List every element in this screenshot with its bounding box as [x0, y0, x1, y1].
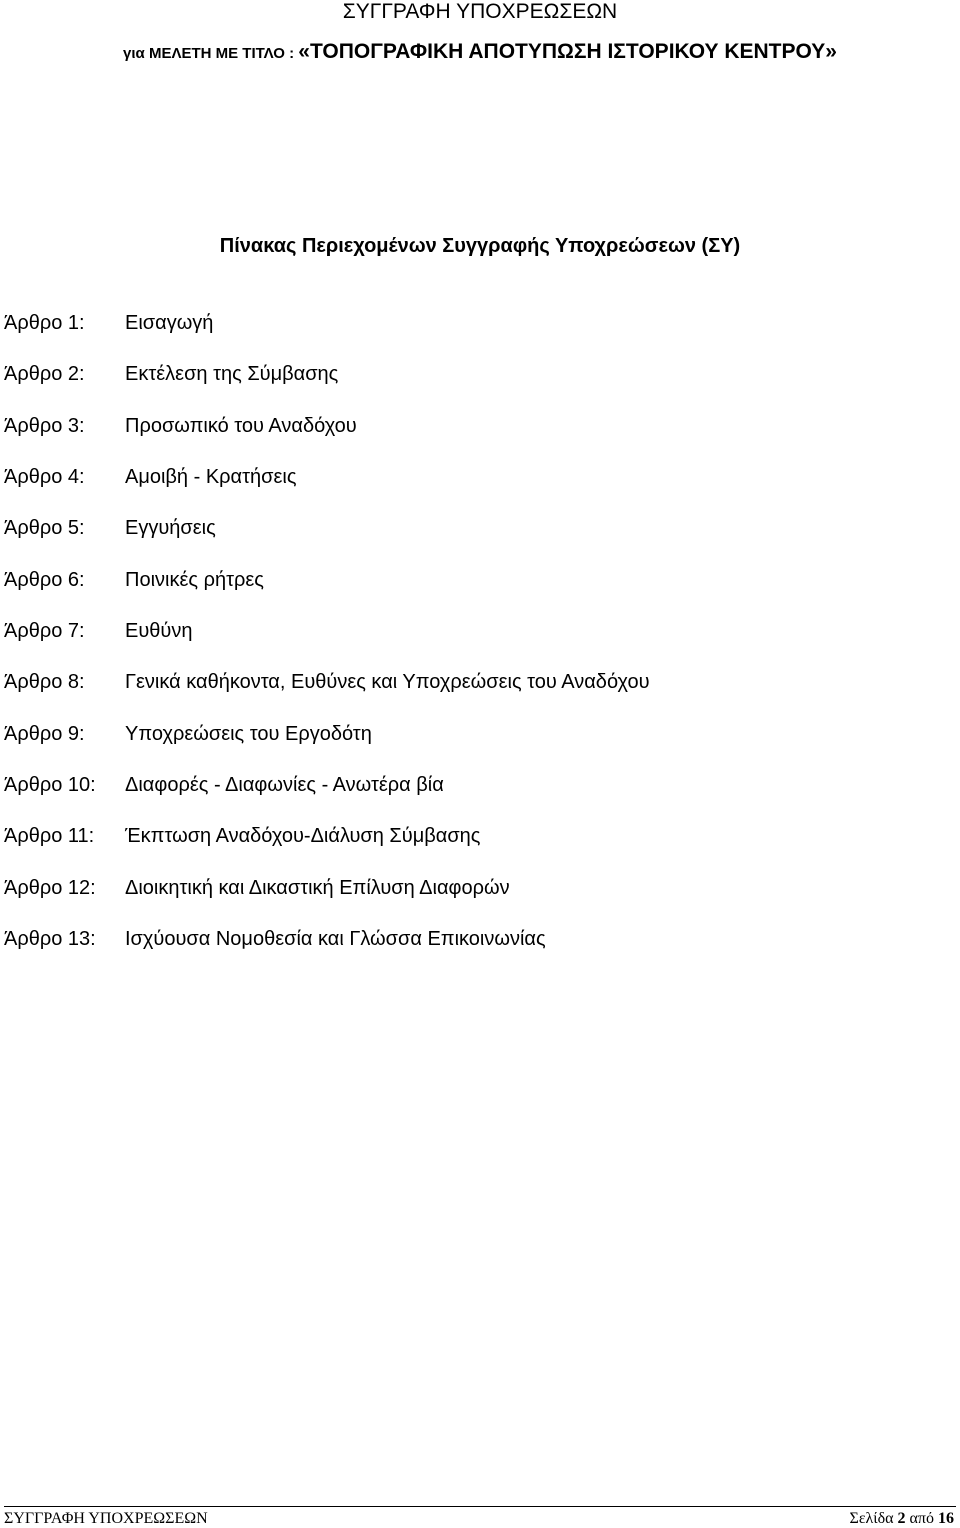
toc-item-label: Άρθρο 13: — [4, 927, 96, 950]
toc-item — [0, 875, 960, 926]
toc-item-text: Υποχρεώσεις του Εργοδότη — [125, 722, 372, 745]
toc-item-text: Διοικητική και Δικαστική Επίλυση Διαφορών — [125, 876, 510, 899]
toc-item-label: Άρθρο 6: — [4, 568, 85, 591]
toc-item — [0, 361, 960, 412]
footer-divider — [4, 1506, 956, 1507]
toc-title: Πίνακας Περιεχομένων Συγγραφής Υποχρεώσεων (ΣΥ) — [219, 235, 741, 257]
toc-item-text: Έκπτωση Αναδόχου-Διάλυση Σύμβασης — [125, 825, 481, 848]
toc-item — [0, 926, 960, 977]
toc-list — [0, 310, 960, 977]
toc-item-label: Άρθρο 7: — [4, 619, 85, 642]
toc-item — [0, 567, 960, 618]
toc-item-text: Αμοιβή - Κρατήσεις — [125, 465, 297, 488]
page-of: από — [909, 1510, 934, 1527]
toc-item-text: Διαφορές - Διαφωνίες - Ανωτέρα βία — [125, 773, 444, 796]
toc-item-label: Άρθρο 10: — [4, 773, 96, 796]
toc-item-label: Άρθρο 5: — [4, 517, 85, 540]
toc-item-label: Άρθρο 4: — [4, 465, 85, 488]
toc-item-label: Άρθρο 1: — [4, 312, 85, 334]
toc-item-label: Άρθρο 12: — [4, 876, 96, 899]
document-title: ΣΥΓΓΡΑΦΗ ΥΠΟΧΡΕΩΣΕΩΝ — [342, 0, 618, 23]
footer-document-name: ΣΥΓΓΡΑΦΗ ΥΠΟΧΡΕΩΣΕΩΝ — [4, 1510, 208, 1527]
page-total: 16 — [938, 1510, 954, 1527]
toc-item-text: Εισαγωγή — [125, 312, 214, 334]
toc-item-text: Ποινικές ρήτρες — [125, 568, 264, 591]
toc-item-text: Ισχύουσα Νομοθεσία και Γλώσσα Επικοινωνίας — [125, 927, 546, 950]
toc-item-text: Προσωπικό του Αναδόχου — [125, 414, 357, 437]
toc-item — [0, 721, 960, 772]
footer-page-number — [850, 1510, 954, 1528]
page-current: 2 — [897, 1510, 906, 1527]
toc-item-text: Ευθύνη — [125, 619, 193, 642]
toc-item — [0, 413, 960, 464]
subtitle-main: «ΤΟΠΟΓΡΑΦΙΚΗ ΑΠΟΤΥΠΩΣΗ ΙΣΤΟΡΙΚΟΥ ΚΕΝΤΡΟΥ» — [298, 40, 837, 63]
toc-item — [0, 772, 960, 823]
toc-item — [0, 823, 960, 874]
page-word: Σελίδα — [849, 1510, 894, 1527]
toc-item-text: Εγγυήσεις — [125, 517, 216, 540]
toc-item-text: Εκτέλεση της Σύμβασης — [125, 363, 339, 386]
toc-item — [0, 669, 960, 720]
subtitle-prefix: για ΜΕΛΕΤΗ ΜΕ ΤΙΤΛΟ : — [123, 45, 299, 62]
toc-item-label: Άρθρο 2: — [4, 363, 85, 386]
toc-item-label: Άρθρο 11: — [4, 825, 95, 848]
toc-item — [0, 515, 960, 566]
toc-item-label: Άρθρο 9: — [4, 722, 85, 745]
toc-item-label: Άρθρο 3: — [4, 414, 85, 437]
toc-item-text: Γενικά καθήκοντα, Ευθύνες και Υποχρεώσεις του Αναδόχου — [125, 671, 650, 694]
toc-item — [0, 464, 960, 515]
toc-item — [0, 618, 960, 669]
document-subtitle — [0, 40, 960, 66]
toc-item-label: Άρθρο 8: — [4, 671, 85, 694]
toc-item — [0, 310, 960, 361]
